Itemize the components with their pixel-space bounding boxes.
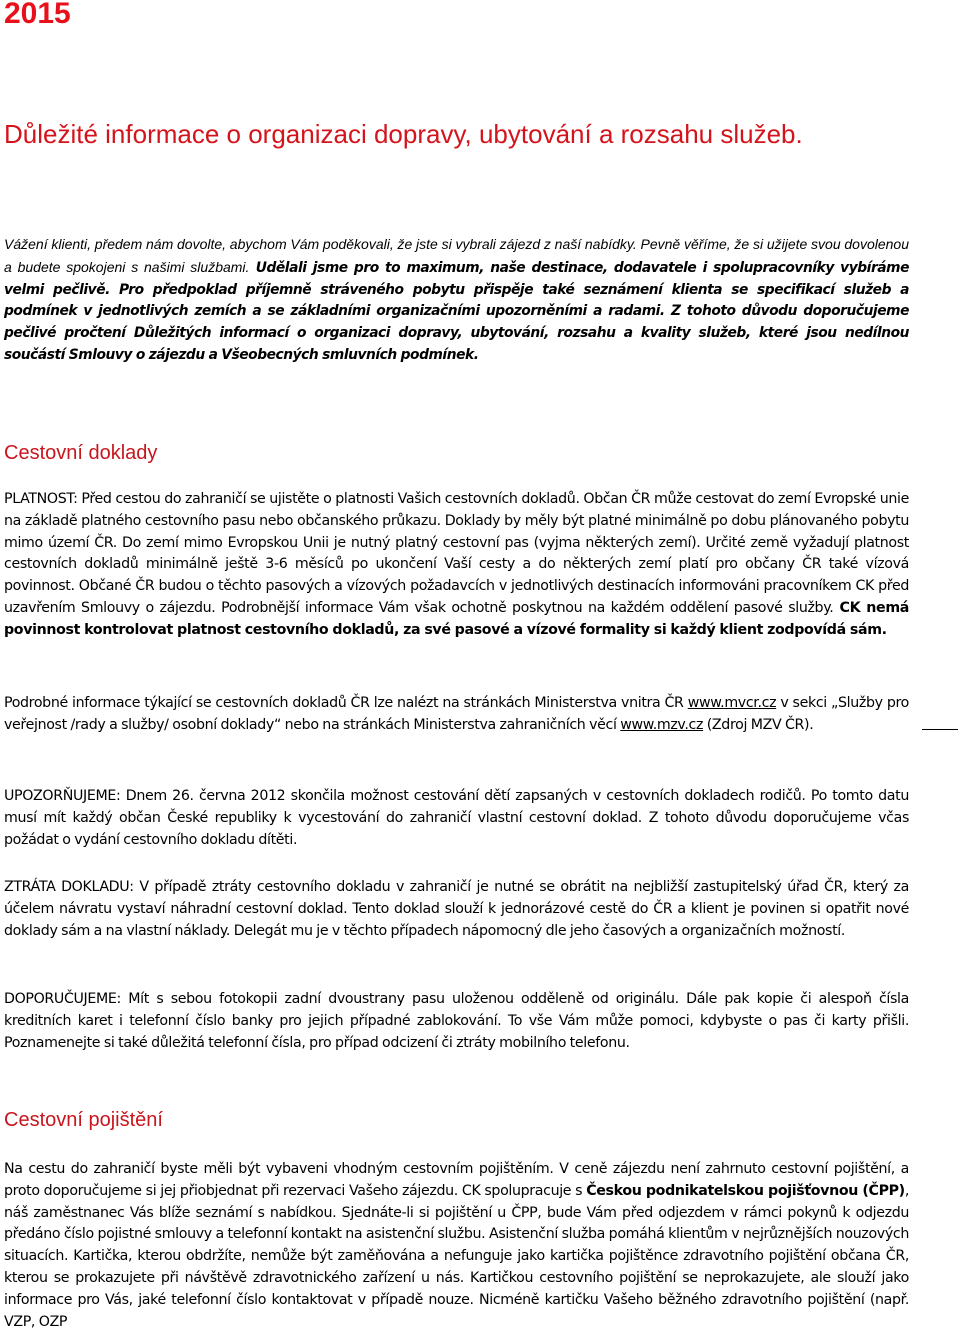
validity-text: PLATNOST: Před cestou do zahraničí se ujistěte o platnosti Vašich cestovních dokladů. Občan ČR může cestovat do zemí Evropské unie na základě platného cestovního pasu nebo občanského průkazu. Doklady by měly být platné minimálně po dobu plánovaného pobytu mimo území ČR. Do zemí mimo Evropskou Unii je nutný platný cestovní pas (vyjma některých zemí). Určité země vyžadují platnost cestovních dokladů minimálně ještě 3-6 měsíců po ukončení Vaší cesty a do některých zemí platí pro občany ČR také vízová povinnost. Občané ČR budou o těchto pasových a vízových požadavcích v jednotlivých destinacích informováni pracovníkem CK před uzavřením Smlouvy o zájezdu. Podrobnější informace Vám však ochotně poskytnou na každém oddělení pasové služby.	[4, 491, 909, 616]
intro-recommendation: Z tohoto důvodu doporučujeme pečlivé pročtení Důležitých informací o organizaci dopravy, ubytování, rozsahu a kvality služeb, které jsou nedílnou součástí Smlouvy o zájezdu a Všeobecných smluvních podmínek.	[4, 303, 909, 363]
insurance-text-2: , náš zaměstnanec Vás blíže seznámí s nabídkou. Sjednáte-li si pojištění u ČPP, bude Vám před odjezdem v rámci pokynů k odjezdu předáno číslo pojistné smlouvy a telefonní kontakt na asistenční službu. Asistenční služba pomáhá klientům v nejrůznějších nouzových situacích. Kartička, kterou obdržíte, nemůže být zaměňována a nefunguje jako kartička pojištěnce zdravotního pojištění občana ČR, kterou se prokazujete při návštěvě zdravotnického zařízení u nás. Kartičkou cestovního pojištění se neprokazujete, ale slouží jako informace pro Vás, jaké telefonní číslo kontaktovat v případě nouze. Nicméně kartičku Vašeho běžného zdravotního pojištění (např. VZP, OZP	[4, 1182, 909, 1330]
intro-effort: Udělali jsme pro to maximum, naše destinace, dodavatele i spolupracovníky vybíráme velmi pečlivě.	[4, 259, 910, 298]
document-links-text-1: Podrobné informace týkající se cestovních dokladů ČR lze nalézt na stránkách Ministerstva vnitra ČR	[4, 695, 688, 711]
insurance-partner-name: Českou podnikatelskou pojišťovnou (ČPP)	[586, 1182, 905, 1199]
section-heading-travel-insurance: Cestovní pojištění	[4, 1109, 163, 1131]
warning-paragraph: UPOZORŇUJEME: Dnem 26. června 2012 skončila možnost cestování dětí zapsaných v cestovních dokladech rodičů. Po tomto datu musí mít každý občan České republiky k vycestování do zahraničí vlastní cestovní doklad. Z tohoto důvodu doporučujeme včas požádat o vydání cestovního dokladu dítěti.	[4, 788, 909, 848]
intro-greeting: Vážení klienti, předem nám dovolte, abychom Vám poděkovali, že jste si vybrali zájezd z naší nabídky. Pevně věříme, že si užijete svou dovolenou a budete spokojeni s našimi službami.	[4, 236, 909, 275]
mzv-link[interactable]: www.mzv.cz	[620, 716, 704, 733]
insurance-text-1: Na cestu do zahraničí byste měli být vybaveni vhodným cestovním pojištěním. V ceně zájezdu není zahrnuto cestovní pojištění, a proto doporučujeme si jej přiobjednat při rezervaci Vašeho zájezdu. CK spolupracuje s	[4, 1161, 909, 1199]
section-heading-travel-documents: Cestovní doklady	[4, 442, 158, 464]
mvcr-link[interactable]: www.mvcr.cz	[687, 695, 777, 711]
document-links-paragraph	[4, 693, 909, 737]
document-loss-paragraph: ZTRÁTA DOKLADU: V případě ztráty cestovního dokladu v zahraničí je nutné se obrátit na nejbližší zastupitelský úřad ČR, který za účelem návratu vystaví náhradní cestovní doklad. Tento doklad slouží k jednorázové cestě do ČR a klient je povinen si opatřit nové doklady sám a na vlastní náklady. Delegát mu je v těchto případech nápomocný dle jeho časových a organizačních možností.	[4, 879, 909, 939]
document-links-text-2: v sekci „Služby pro veřejnost /rady a služby/ osobní doklady“ nebo na stránkách Ministerstva zahraničních věcí	[4, 695, 909, 733]
margin-rule	[922, 729, 958, 730]
validity-responsibility-note: CK nemá povinnost kontrolovat platnost cestovního dokladů, za své pasové a vízové formality si každý klient zodpovídá sám.	[4, 599, 909, 638]
document-links-text-3: (Zdroj MZV ČR).	[703, 716, 814, 733]
recommendation-paragraph: DOPORUČUJEME: Mít s sebou fotokopii zadní dvoustrany pasu uloženou odděleně od originálu. Dále pak kopie či alespoň čísla kreditních karet i telefonní číslo banky pro jejich případné zablokování. To vše Vám může pomoci, kdybyste o pas či karty přišli. Poznamenejte si také důležitá telefonní čísla, pro případ odcizení či ztráty mobilního telefonu.	[4, 991, 909, 1051]
document-title: Důležité informace o organizaci dopravy, ubytování a rozsahu služeb.	[4, 119, 803, 149]
intro-specification: Pro předpoklad příjemně stráveného pobytu přispěje také seznámení klienta se specifikací služeb a podmínek v jednotlivých zemích a se základními organizačními upozorněními a radami.	[4, 281, 909, 320]
validity-paragraph	[4, 489, 909, 642]
insurance-paragraph	[4, 1159, 909, 1333]
intro-paragraph	[4, 234, 909, 367]
document-year: 2015	[4, 0, 71, 30]
